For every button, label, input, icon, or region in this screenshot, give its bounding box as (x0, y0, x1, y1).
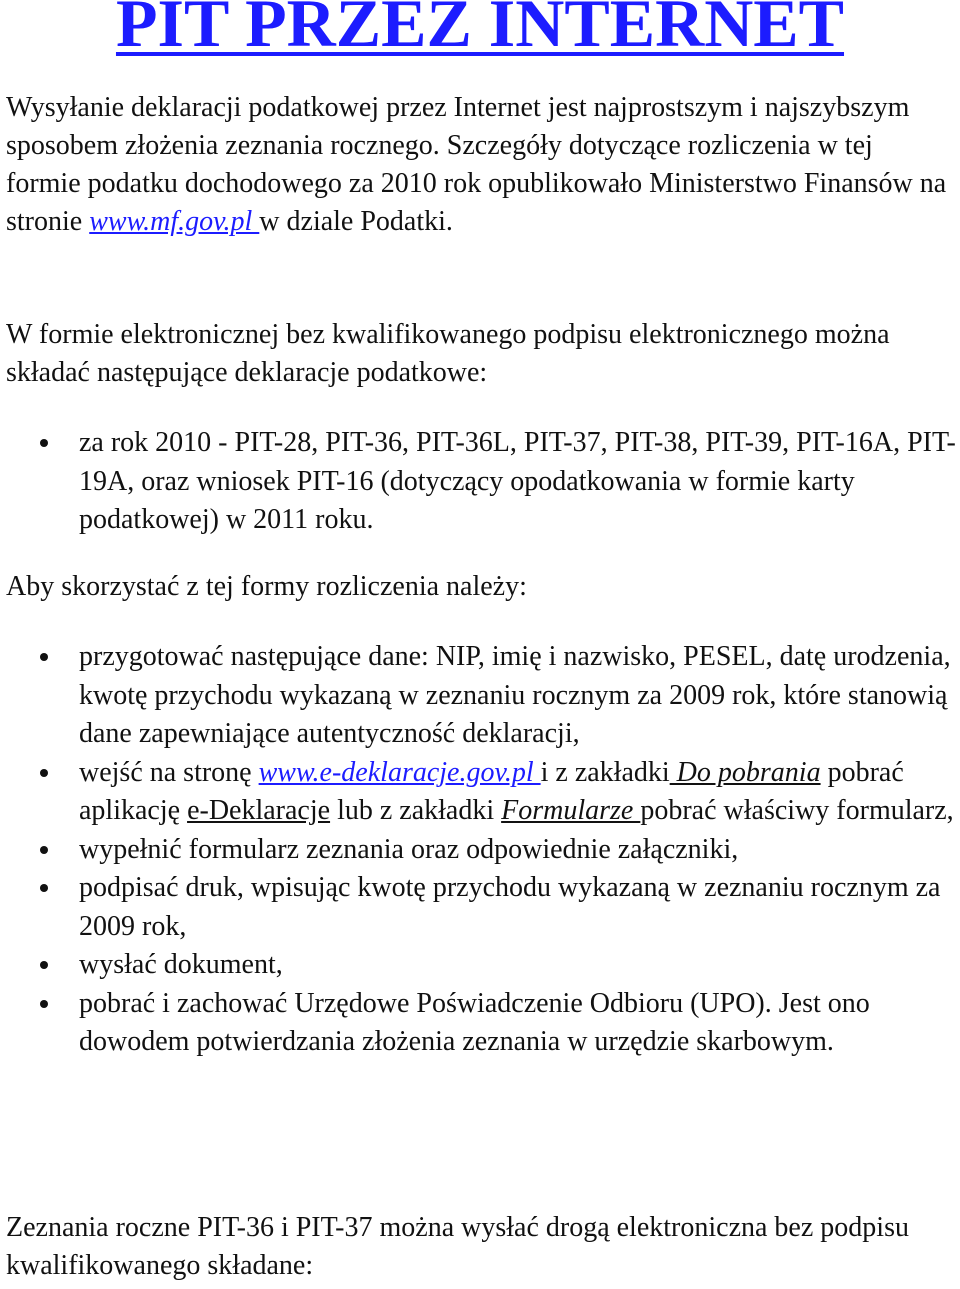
bullet-icon (40, 884, 48, 892)
step-text: pobrać i zachować Urzędowe Poświadczenie Odbioru (UPO). Jest ono dowodem potwierdzania złożenia zeznania w urzędzie skarbowym. (79, 987, 870, 1057)
list-item (0, 869, 960, 946)
list-item (0, 831, 960, 870)
e-deklaracje-app-link[interactable]: e-Deklaracje (187, 795, 331, 826)
list-item (0, 985, 960, 1062)
step-text: wypełnić formularz zeznania oraz odpowiednie załączniki, (79, 833, 739, 865)
steps-intro-paragraph: Aby skorzystać z tej formy rozliczenia należy: (6, 571, 527, 602)
declarations-list (0, 424, 960, 540)
mf-website-link[interactable]: www.mf.gov.pl (89, 206, 260, 237)
step-text: pobrać aplikację (79, 756, 904, 826)
step-text: wysłać dokument, (79, 949, 283, 980)
step-text: przygotować następujące dane: NIP, imię i nazwisko, PESEL, datę urodzenia, kwotę przychodu wykazaną w zeznaniu rocznym za 2009 rok, które stanowią dane zapewniające autentyczność deklaracji, (79, 641, 951, 749)
bullet-icon (40, 769, 48, 777)
step-text: wejść na stronę (79, 756, 259, 788)
page-title: PIT PRZEZ INTERNET (115, 0, 845, 61)
bullet-icon (40, 846, 48, 854)
list-item (0, 424, 960, 540)
step-text: lub z zakładki (330, 795, 502, 826)
e-deklaracje-website-link[interactable]: www.e-deklaracje.gov.pl (258, 756, 541, 788)
step-text: i z zakładki (540, 756, 670, 788)
bullet-icon (40, 653, 48, 661)
step-text: podpisać druk, wpisując kwotę przychodu wykazaną w zeznaniu rocznym za 2009 rok, (79, 872, 941, 942)
steps-list (0, 638, 960, 1062)
formularze-tab-link[interactable]: Formularze (501, 795, 641, 826)
list-item (0, 946, 960, 985)
intro-text: Wysyłanie deklaracji podatkowej przez Internet jest najprostszym i najszybszym sposobem złożenia zeznania rocznego. Szczegóły dotyczące rozliczenia w tej formie podatku dochodowego za 2010 rok opublikowało Ministerstwo Finansów na stronie (6, 92, 947, 237)
bullet-icon (40, 439, 48, 447)
intro-text-end: w dziale Podatki. (259, 206, 453, 237)
do-pobrania-tab-link[interactable]: Do pobrania (669, 756, 821, 788)
closing-paragraph: Zeznania roczne PIT-36 i PIT-37 można wysłać drogą elektroniczna bez podpisu kwalifikowanego składane: (6, 1212, 909, 1281)
bullet-icon (40, 1000, 48, 1008)
intro-paragraph (6, 89, 951, 241)
declarations-item-text: za rok 2010 - PIT-28, PIT-36, PIT-36L, PIT-37, PIT-38, PIT-39, PIT-16A, PIT-19A, oraz wniosek PIT-16 (dotyczący opodatkowania w formie karty podatkowej) w 2011 roku. (79, 427, 956, 535)
bullet-icon (40, 961, 48, 969)
step-text: pobrać właściwy formularz, (640, 795, 954, 826)
list-item (0, 638, 960, 754)
list-item (0, 754, 960, 831)
declarations-intro-paragraph: W formie elektronicznej bez kwalifikowanego podpisu elektronicznego można składać następujące deklaracje podatkowe: (6, 319, 890, 388)
